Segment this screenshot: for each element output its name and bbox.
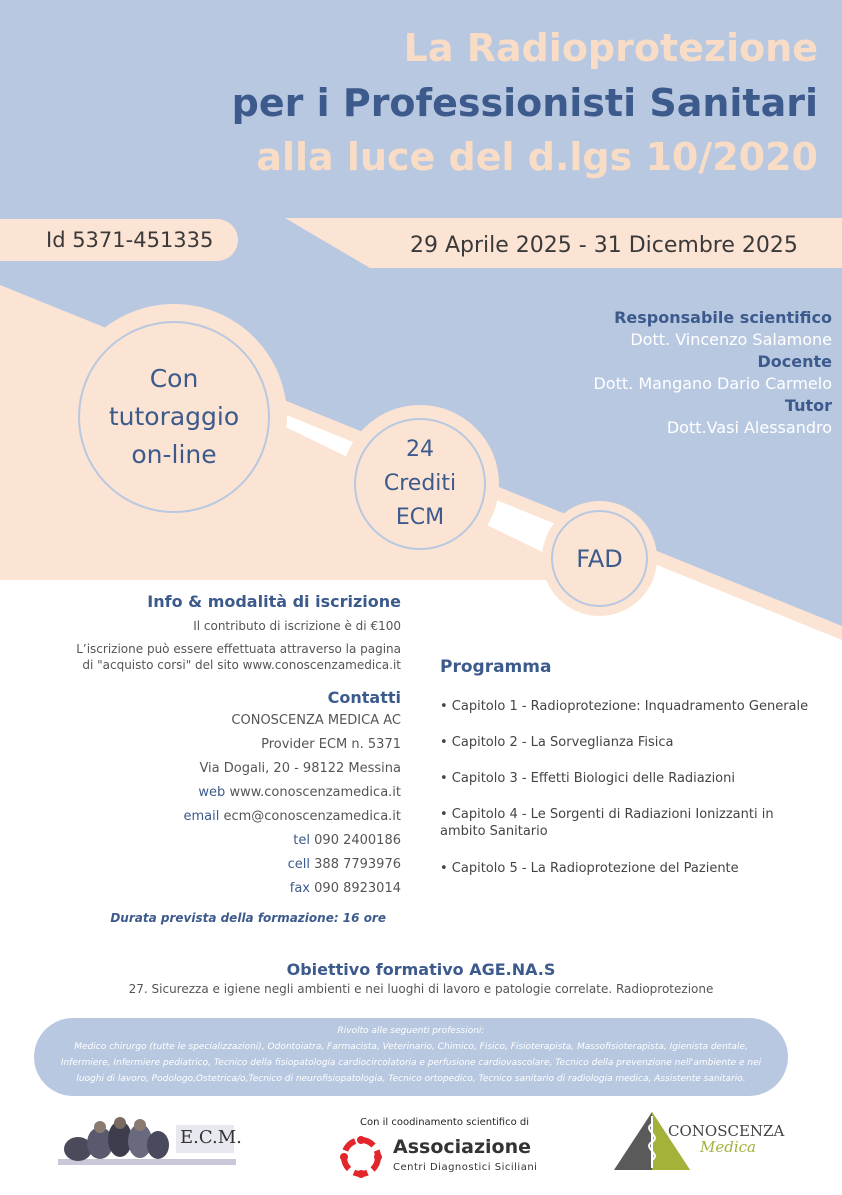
medica-logo-text: Medica (700, 1138, 756, 1156)
web-link[interactable]: www.conoscenzamedica.it (229, 785, 401, 800)
program-heading: Programma (440, 657, 552, 677)
date-range: 29 Aprile 2025 - 31 Dicembre 2025 (410, 233, 798, 258)
cell-label: cell (287, 857, 311, 872)
ecm-logo-text: E.C.M. (180, 1127, 242, 1148)
program-item-5: • Capitolo 5 - La Radioprotezione del Paziente (440, 861, 739, 876)
tutoring-line-1: Con (149, 364, 199, 393)
contact-tel (293, 833, 401, 848)
professions-heading: Rivolto alle seguenti professioni: (337, 1026, 485, 1036)
fad-badge (542, 501, 657, 616)
title-line-2: per i Professionisti Sanitari (231, 81, 818, 125)
coordination-text: Con il coodinamento scientifico di (360, 1117, 530, 1128)
contact-cell (288, 857, 401, 872)
staff-block (593, 307, 832, 439)
conoscenza-medica-logo-icon (612, 1110, 692, 1172)
title-line-3: alla luce del d.lgs 10/2020 (256, 135, 818, 179)
duration: Durata prevista della formazione: 16 ore (110, 911, 386, 925)
scientific-head-label: Responsabile scientifico (614, 308, 832, 327)
conoscenza-logo-text: CONOSCENZA (668, 1122, 785, 1140)
professions-line-2: Infermiere, Infermiere pediatrico, Tecnico della fisiopatologia cardiocircolatoria e perfusione cardiovascolare, Tecnico della prevenzione nell'ambiente e nei (60, 1058, 762, 1068)
program-item-3: • Capitolo 3 - Effetti Biologici delle Radiazioni (440, 771, 735, 786)
contact-email (183, 809, 401, 824)
email-link[interactable]: ecm@conoscenzamedica.it (223, 809, 401, 824)
contacts-heading: Contatti (327, 688, 401, 707)
tutoring-line-3: on-line (131, 440, 217, 469)
professions-line-1: Medico chirurgo (tutte le specializzazioni), Odontoiatra, Farmacista, Veterinario, Chimico, Fisico, Fisioterapista, Massofisioterapista, Igienista dentale, (74, 1042, 748, 1052)
program-item-4: • Capitolo 4 - Le Sorgenti di Radiazioni Ionizzanti in ambito Sanitario (440, 807, 774, 839)
fax-value: 090 8923014 (314, 881, 401, 896)
contact-fax (290, 881, 401, 896)
registration-text-1: L’iscrizione può essere effettuata attraverso la pagina (76, 642, 401, 656)
association-logo-icon (338, 1134, 384, 1180)
credits-type: ECM (395, 505, 445, 530)
cell-value: 388 7793976 (314, 857, 401, 872)
program-item-2: • Capitolo 2 - La Sorveglianza Fisica (440, 735, 674, 750)
credits-label: Crediti (383, 471, 457, 496)
tutor-name: Dott.Vasi Alessandro (666, 418, 832, 437)
fee-text: Il contributo di iscrizione è di €100 (193, 619, 401, 633)
contact-provider: Provider ECM n. 5371 (261, 737, 401, 752)
teacher-label: Docente (757, 352, 832, 371)
fad-label: FAD (576, 544, 623, 573)
credits-badge (341, 405, 499, 563)
web-label: web (198, 785, 226, 800)
credits-number: 24 (406, 437, 434, 462)
tel-value: 090 2400186 (314, 833, 401, 848)
registration-text-2: di "acquisto corsi" del sito www.conoscenzamedica.it (82, 658, 401, 672)
professions-box (34, 1018, 788, 1096)
objective-text: 27. Sicurezza e igiene negli ambienti e nei luoghi di lavoro e patologie correlate. Radioprotezione (128, 982, 714, 996)
tutoring-line-2: tutoraggio (108, 402, 240, 431)
info-heading: Info & modalità di iscrizione (147, 592, 401, 611)
teacher-name: Dott. Mangano Dario Carmelo (593, 374, 832, 393)
tutor-label: Tutor (784, 396, 832, 415)
tutoring-badge (61, 304, 287, 530)
contact-org: CONOSCENZA MEDICA AC (231, 713, 401, 728)
contact-web (198, 785, 401, 800)
ecm-logo (58, 1115, 242, 1167)
scientific-head-name: Dott. Vincenzo Salamone (630, 330, 832, 349)
program-item-1: • Capitolo 1 - Radioprotezione: Inquadramento Generale (440, 699, 809, 714)
fax-label: fax (289, 881, 311, 896)
tel-label: tel (293, 833, 311, 848)
course-id: Id 5371-451335 (46, 228, 214, 252)
professions-line-3: luoghi di lavoro, Podologo,Ostetrica/o,Tecnico di neurofisiopatologia, Tecnico ortopedico, Tecnico sanitario di radiologia medica, Assistente sanitario. (76, 1074, 746, 1084)
association-name: Associazione (393, 1136, 532, 1158)
email-label: email (183, 809, 220, 824)
association-subtitle: Centri Diagnostici Siciliani (393, 1162, 538, 1173)
title-line-1: La Radioprotezione (403, 26, 818, 70)
contact-address: Via Dogali, 20 - 98122 Messina (199, 761, 401, 776)
objective-heading: Obiettivo formativo AGE.NA.S (286, 960, 556, 979)
course-id-badge (0, 219, 238, 261)
